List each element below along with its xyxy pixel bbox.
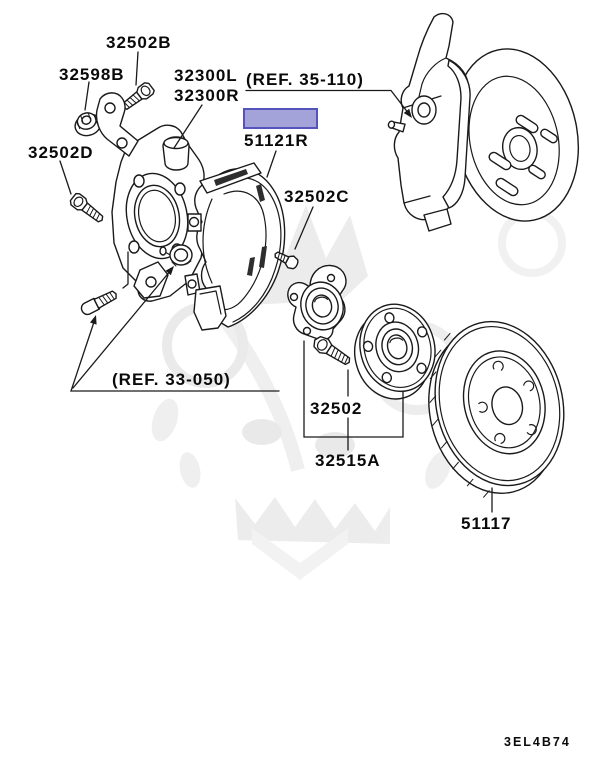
ref-label-33-050[interactable]: (REF. 33-050) [112, 370, 231, 389]
part-label-32502D[interactable]: 32502D [28, 143, 94, 162]
part-label-32502C[interactable]: 32502C [284, 187, 350, 206]
part-label-32300L[interactable]: 32300L [174, 66, 238, 85]
bolt-lower [79, 288, 118, 316]
caliper-rotor-assembly [388, 14, 594, 233]
part-label-51117[interactable]: 51117 [461, 514, 512, 533]
ref-label-35-110[interactable]: (REF. 35-110) [246, 70, 364, 89]
part-label-32598B[interactable]: 32598B [59, 65, 125, 84]
highlight-box [243, 108, 318, 129]
part-label-32502[interactable]: 32502 [310, 399, 363, 418]
part-label-32502B[interactable]: 32502B [106, 33, 172, 52]
bolt-32502D [69, 192, 107, 226]
part-label-32300R[interactable]: 32300R [174, 86, 240, 105]
part-label-51121R[interactable]: 51121R [244, 131, 309, 150]
drawing-code: 3EL4B74 [504, 735, 571, 749]
dust-shield-51121R [185, 163, 285, 330]
bolt-32502 [310, 333, 353, 369]
part-label-32515A[interactable]: 32515A [315, 451, 381, 470]
